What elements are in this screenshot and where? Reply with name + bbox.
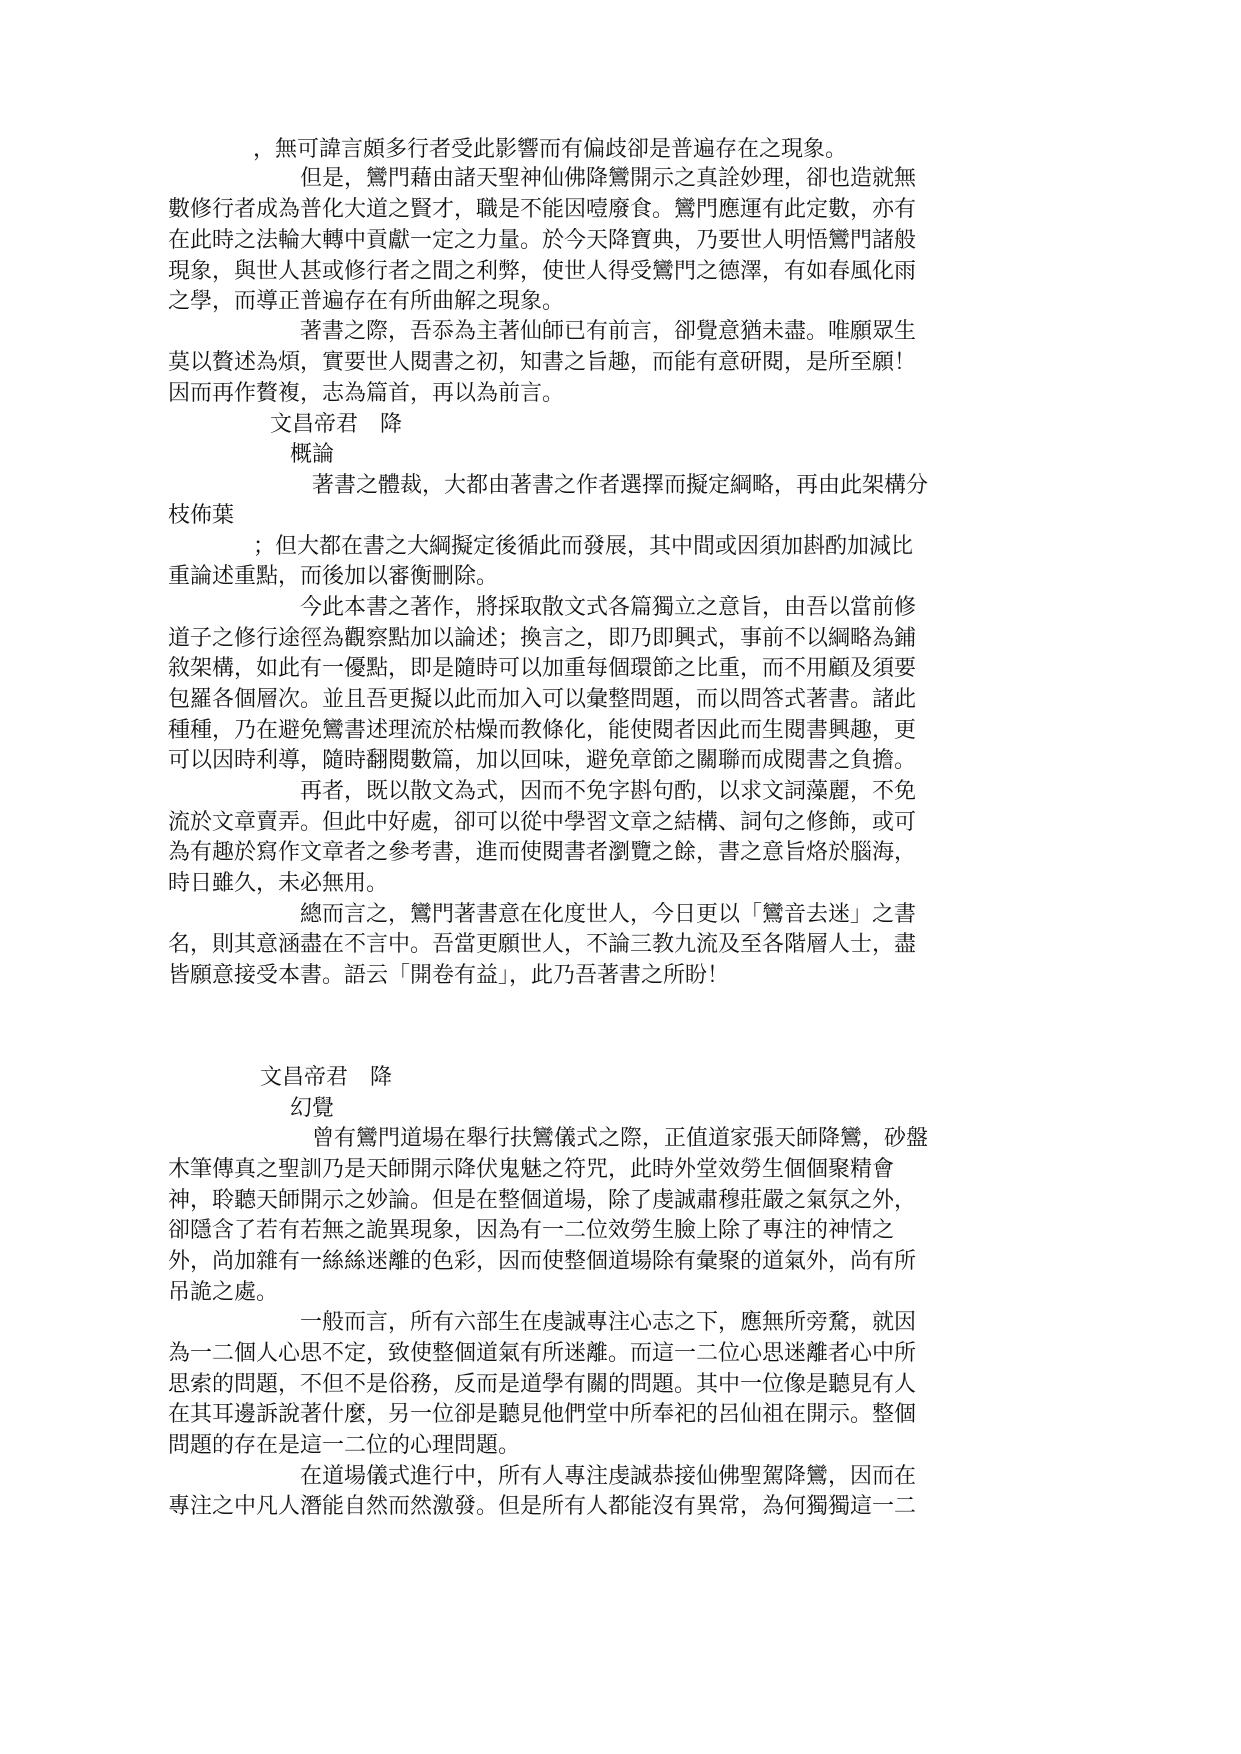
body-line: 為有趣於寫作文章者之參考書，進而使閱書者瀏覽之餘，書之意旨烙於腦海， bbox=[168, 840, 917, 865]
body-line: 外，尚加雜有一絲絲迷離的色彩，因而使整個道場除有彙聚的道氣外，尚有所 bbox=[168, 1249, 917, 1274]
paragraph-first-line: 總而言之，鸞門著書意在化度世人，今日更以「鸞音去迷」之書 bbox=[300, 902, 917, 927]
section-heading: 概論 bbox=[290, 442, 335, 467]
paragraph-first-line: 在道場儀式進行中，所有人專注虔誠恭接仙佛聖駕降鸞，因而在 bbox=[300, 1464, 917, 1489]
body-line: 因而再作贅複，志為篇首，再以為前言。 bbox=[168, 381, 565, 406]
paragraph-first-line: 但是，鸞門藉由諸天聖神仙佛降鸞開示之真詮妙理，卻也造就無 bbox=[300, 166, 917, 191]
body-line: 名，則其意涵盡在不言中。吾當更願世人，不論三教九流及至各階層人士，盡 bbox=[168, 932, 917, 957]
body-line: 之學，而導正普遍存在有所曲解之現象。 bbox=[168, 289, 565, 314]
author-signature: 文昌帝君 降 bbox=[270, 412, 403, 437]
paragraph-first-line: 一般而言，所有六部生在虔誠專注心志之下，應無所旁騖，就因 bbox=[300, 1310, 917, 1335]
body-line: 現象，與世人甚或修行者之間之利弊，使世人得受鸞門之德澤，有如春風化雨 bbox=[168, 259, 917, 284]
body-line: 為一二個人心思不定，致使整個道氣有所迷離。而這一二位心思迷離者心中所 bbox=[168, 1341, 917, 1366]
body-line: 道子之修行途徑為觀察點加以論述；換言之，即乃即興式，事前不以綱略為鋪 bbox=[168, 626, 917, 651]
body-line: 木筆傳真之聖訓乃是天師開示降伏鬼魅之符咒，此時外堂效勞生個個聚精會 bbox=[168, 1157, 895, 1182]
body-line: 問題的存在是這一二位的心理問題。 bbox=[168, 1433, 521, 1458]
paragraph-first-line: 著書之際，吾忝為主著仙師已有前言，卻覺意猶未盡。唯願眾生 bbox=[300, 319, 917, 344]
body-line: 在其耳邊訴說著什麼，另一位卻是聽見他們堂中所奉祀的呂仙祖在開示。整個 bbox=[168, 1402, 917, 1427]
body-line: 重論述重點，而後加以審衡刪除。 bbox=[168, 564, 499, 589]
body-line: 皆願意接受本書。語云「開卷有益」，此乃吾著書之所盼！ bbox=[168, 963, 730, 988]
body-line: 吊詭之處。 bbox=[168, 1280, 279, 1305]
section-heading: 幻覺 bbox=[290, 1096, 335, 1121]
body-line: 卻隱含了若有若無之詭異現象，因為有一二位效勞生臉上除了專注的神情之 bbox=[168, 1218, 895, 1243]
body-line: 種種，乃在避免鸞書述理流於枯燥而教條化，能使閱者因此而生閱書興趣，更 bbox=[168, 718, 917, 743]
paragraph-first-line: 曾有鸞門道場在舉行扶鸞儀式之際，正值道家張天師降鸞，砂盤 bbox=[312, 1126, 929, 1151]
paragraph-first-line: 著書之體裁，大都由著書之作者選擇而擬定綱略，再由此架構分 bbox=[312, 473, 929, 498]
body-line: 敘架構，如此有一優點，即是隨時可以加重每個環節之比重，而不用顧及須要 bbox=[168, 656, 917, 681]
body-line: 專注之中凡人潛能自然而然激發。但是所有人都能沒有異常，為何獨獨這一二 bbox=[168, 1494, 917, 1519]
body-line: 枝佈葉 bbox=[168, 503, 235, 528]
body-line: 包羅各個層次。並且吾更擬以此而加入可以彙整問題，而以問答式著書。諸此 bbox=[168, 687, 917, 712]
paragraph-first-line: 再者，既以散文為式，因而不免字斟句酌，以求文詞藻麗，不免 bbox=[300, 779, 917, 804]
body-line: 數修行者成為普化大道之賢才，職是不能因噎廢食。鸞門應運有此定數，亦有 bbox=[168, 197, 917, 222]
body-line: 流於文章賣弄。但此中好處，卻可以從中學習文章之結構、詞句之修飾，或可 bbox=[168, 810, 917, 835]
body-line: 可以因時利導，隨時翻閱數篇，加以回味，避免章節之關聯而成閱書之負擔。 bbox=[168, 748, 917, 773]
body-line: 在此時之法輪大轉中貢獻一定之力量。於今天降寶典，乃要世人明悟鸞門諸般 bbox=[168, 228, 917, 253]
body-line: 思索的問題，不但不是俗務，反而是道學有關的問題。其中一位像是聽見有人 bbox=[168, 1372, 917, 1397]
body-line: 莫以贅述為煩，實要世人閱書之初，知書之旨趣，而能有意研閱，是所至願！ bbox=[168, 350, 917, 375]
body-line: ；但大都在書之大綱擬定後循此而發展，其中間或因須加斟酌加減比 bbox=[253, 534, 914, 559]
body-line: 神，聆聽天師開示之妙論。但是在整個道場，除了虔誠肅穆莊嚴之氣氛之外， bbox=[168, 1188, 917, 1213]
body-line: 時日雖久，未必無用。 bbox=[168, 871, 389, 896]
author-signature: 文昌帝君 降 bbox=[260, 1065, 393, 1090]
paragraph-first-line: 今此本書之著作，將採取散文式各篇獨立之意旨，由吾以當前修 bbox=[300, 595, 917, 620]
body-line: ，無可諱言頗多行者受此影響而有偏歧卻是普遍存在之現象。 bbox=[253, 137, 848, 162]
